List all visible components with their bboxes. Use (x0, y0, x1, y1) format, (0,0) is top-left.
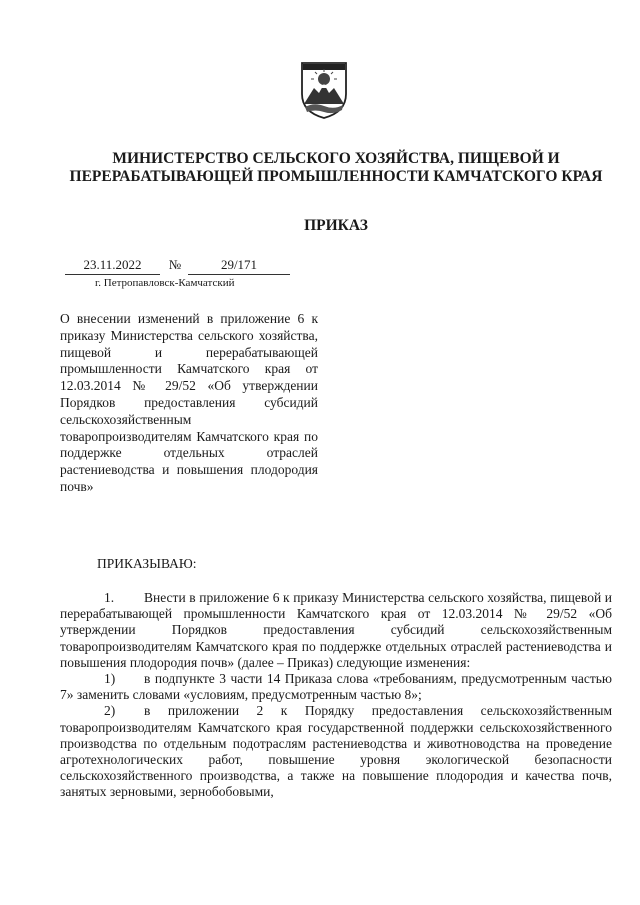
order-number: 29/171 (188, 257, 290, 275)
order-subject: О внесении изменений в приложение 6 к приказу Министерства сельского хозяйства, пищевой и перерабатывающей промышленности Камчатского края от 12.03.2014 № 29/52 «Об утверждении Порядков предоставления субсидий сельскохозяйственным товаропроизводителям Камчатского края по поддержке отдельных отраслей растениеводства и повышения плодородия почв» (60, 311, 318, 494)
city-name: г. Петропавловск-Камчатский (95, 277, 235, 289)
paragraph (60, 590, 612, 671)
paragraph-number: 1. (104, 590, 115, 605)
order-date: 23.11.2022 (65, 257, 160, 275)
number-sign: № (168, 257, 182, 272)
paragraph-number: 1) (104, 671, 116, 687)
kamchatka-coat-of-arms (299, 60, 349, 120)
paragraph-text: в приложении 2 к Порядку предоставления сельскохозяйственным товаропроизводителям Камчатского края государственной поддержки сельскохозяйственного производства по отдельным подотраслям растениеводства и животноводства на проведение агротехнологических работ, повышение уровня экологической безопасности сельскохозяйственного производства, а также на повышение плодородия и качества почв, занятых зерновыми, зернобобовыми, (60, 703, 612, 800)
paragraph-number: 2) (104, 703, 116, 719)
paragraph (60, 671, 612, 703)
paragraph (60, 703, 612, 800)
paragraph-text: в подпункте 3 части 14 Приказа слова «требованиям, предусмотренным частью 7» заменить словами «условиям, предусмотренным частью 8»; (60, 671, 612, 703)
ministry-title: МИНИСТЕРСТВО СЕЛЬСКОГО ХОЗЯЙСТВА, ПИЩЕВОЙ И ПЕРЕРАБАТЫВАЮЩЕЙ ПРОМЫШЛЕННОСТИ КАМЧАТСКОГО КРАЯ (69, 150, 603, 185)
order-body (60, 590, 612, 801)
paragraph-text: Внести в приложение 6 к приказу Министерства сельского хозяйства, пищевой и перерабатывающей промышленности Камчатского края от 12.03.2014 № 29/52 «Об утверждении Порядков предоставления субсидий сельскохозяйственным товаропроизводителям Камчатского края по поддержке отдельных отраслей растениеводства и повышения плодородия почв» (далее – Приказ) следующие изменения: (60, 590, 612, 670)
document-type-heading: ПРИКАЗ (304, 217, 368, 234)
order-command: ПРИКАЗЫВАЮ: (97, 556, 197, 571)
